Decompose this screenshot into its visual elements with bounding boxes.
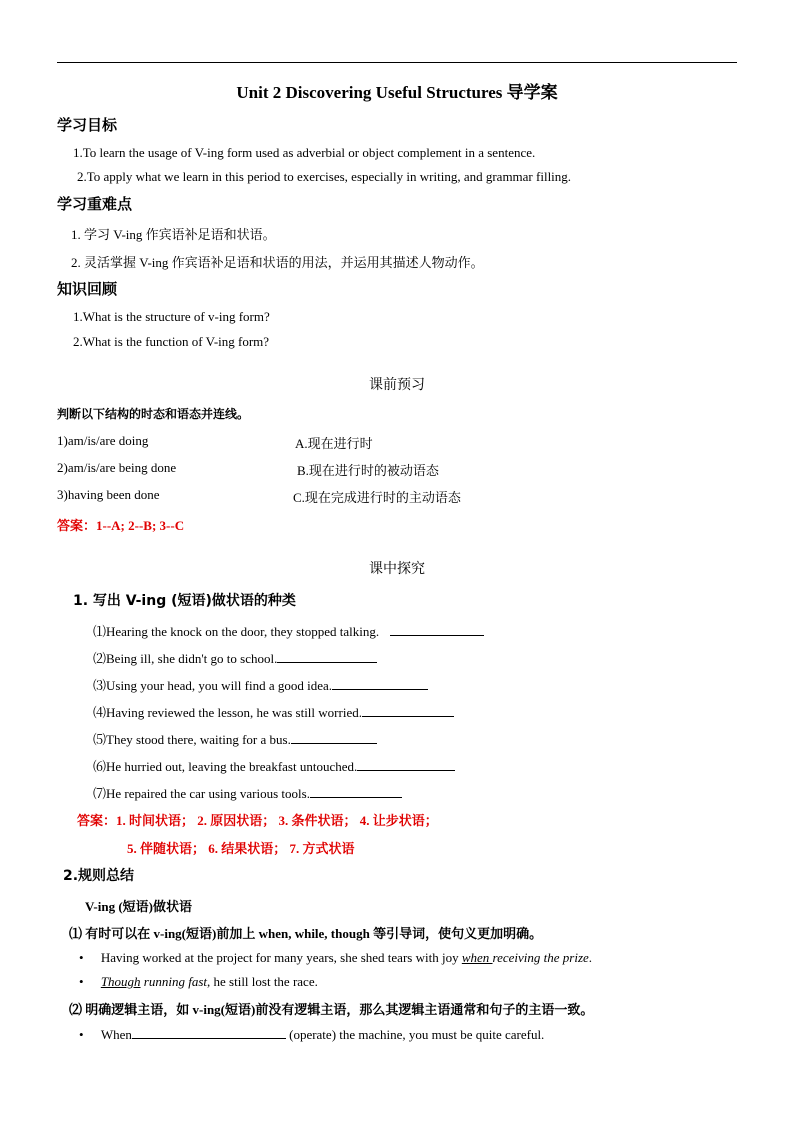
objectives-heading: 学习目标 xyxy=(57,116,118,134)
page-title: Unit 2 Discovering Useful Structures 导学案 xyxy=(236,83,558,102)
example-3-conjunction: When xyxy=(100,1027,132,1042)
match-left-2: 2)am/is/are being done xyxy=(57,460,177,475)
sentence-3-text: ⑶Using your head, you will find a good idea. xyxy=(93,678,333,693)
sentence-2 xyxy=(93,648,377,667)
sentence-6-text: ⑹He hurried out, leaving the breakfast untouched. xyxy=(93,759,358,774)
review-item-2: 2.What is the function of V-ing form? xyxy=(73,334,270,349)
sentence-6 xyxy=(93,756,455,775)
sentence-2-text: ⑵Being ill, she didn't go to school. xyxy=(93,651,278,666)
objective-item-2: 2.To apply what we learn in this period to exercises, especially in writing, and grammar filling. xyxy=(77,169,572,184)
sentence-5 xyxy=(93,729,377,748)
example-2 xyxy=(79,974,318,990)
question-2-title: 2.规则总结 xyxy=(63,868,135,884)
example-1-text: Having worked at the project for many years, she shed tears with joy xyxy=(100,950,462,965)
explore-heading: 课中探究 xyxy=(369,561,425,577)
example-1-end: . xyxy=(588,950,593,965)
sentence-5-text: ⑸They stood there, waiting for a bus. xyxy=(93,732,291,747)
example-2-participle: running fast xyxy=(140,974,208,989)
sentence-7 xyxy=(93,783,402,802)
match-left-3: 3)having been done xyxy=(57,487,160,502)
example-3 xyxy=(79,1026,544,1043)
objective-item-1: 1.To learn the usage of V-ing form used as adverbial or object complement in a sentence. xyxy=(73,145,536,160)
rule-subtitle: V-ing (短语)做状语 xyxy=(85,899,193,914)
sentence-1 xyxy=(93,621,484,640)
sentence-3 xyxy=(93,675,428,694)
example-3-rest: (operate) the machine, you must be quite careful. xyxy=(285,1027,545,1042)
preview-heading: 课前预习 xyxy=(369,377,425,393)
example-1-conjunction: when xyxy=(461,950,493,965)
key-points-heading: 学习重难点 xyxy=(57,195,133,213)
answer-blank-3[interactable] xyxy=(332,677,428,690)
match-right-c: C.现在完成进行时的主动语态 xyxy=(293,490,461,505)
example-1-participle: receiving the prize xyxy=(492,950,589,965)
answer-blank-7[interactable] xyxy=(310,785,402,798)
match-left-1: 1)am/is/are doing xyxy=(57,433,149,448)
bullet-3: • xyxy=(79,1027,84,1042)
question-1-title: 1. 写出 V-ing (短语)做状语的种类 xyxy=(73,593,296,609)
example-2-conjunction: Though xyxy=(100,974,141,989)
answer-blank-5[interactable] xyxy=(291,731,377,744)
match-right-a: A.现在进行时 xyxy=(295,436,373,451)
top-rule xyxy=(57,62,737,63)
review-item-1: 1.What is the structure of v-ing form? xyxy=(73,309,270,324)
match-right-b: B.现在进行时的被动语态 xyxy=(297,463,439,478)
sentence-1-text: ⑴Hearing the knock on the door, they stopped talking. xyxy=(93,624,380,639)
bullet-2: • xyxy=(79,974,84,989)
review-heading: 知识回顾 xyxy=(57,280,118,298)
example-2-rest: , he still lost the race. xyxy=(207,974,318,989)
sentence-7-text: ⑺He repaired the car using various tools. xyxy=(93,786,310,801)
preview-instruction: 判断以下结构的时态和语态并连线。 xyxy=(57,407,250,421)
key-point-item-1: 1. 学习 V-ing 作宾语补足语和状语。 xyxy=(71,227,276,242)
explore-answer-line-2: 5. 伴随状语； 6. 结果状语； 7. 方式状语 xyxy=(127,841,355,856)
key-point-item-2: 2. 灵活掌握 V-ing 作宾语补足语和状语的用法，并运用其描述人物动作。 xyxy=(71,255,484,270)
bullet-1: • xyxy=(79,950,84,965)
rule-1: ⑴ 有时可以在 v-ing(短语)前加上 when, while, though 等引导词，使句义更加明确。 xyxy=(69,926,543,941)
example-1 xyxy=(79,950,592,966)
answer-blank-6[interactable] xyxy=(357,758,455,771)
answer-blank-4[interactable] xyxy=(362,704,454,717)
rule-2: ⑵ 明确逻辑主语，如 v-ing(短语)前没有逻辑主语，那么其逻辑主语通常和句子的主语一致。 xyxy=(69,1002,594,1017)
answer-blank-8[interactable] xyxy=(132,1026,286,1039)
preview-answer: 答案：1--A; 2--B; 3--C xyxy=(57,518,185,533)
sentence-4-text: ⑷Having reviewed the lesson, he was still worried. xyxy=(93,705,362,720)
sentence-4 xyxy=(93,702,454,721)
answer-blank-2[interactable] xyxy=(277,650,377,663)
explore-answer-line-1: 答案：1. 时间状语； 2. 原因状语； 3. 条件状语； 4. 让步状语； xyxy=(77,813,438,828)
answer-blank-1[interactable] xyxy=(390,623,484,636)
